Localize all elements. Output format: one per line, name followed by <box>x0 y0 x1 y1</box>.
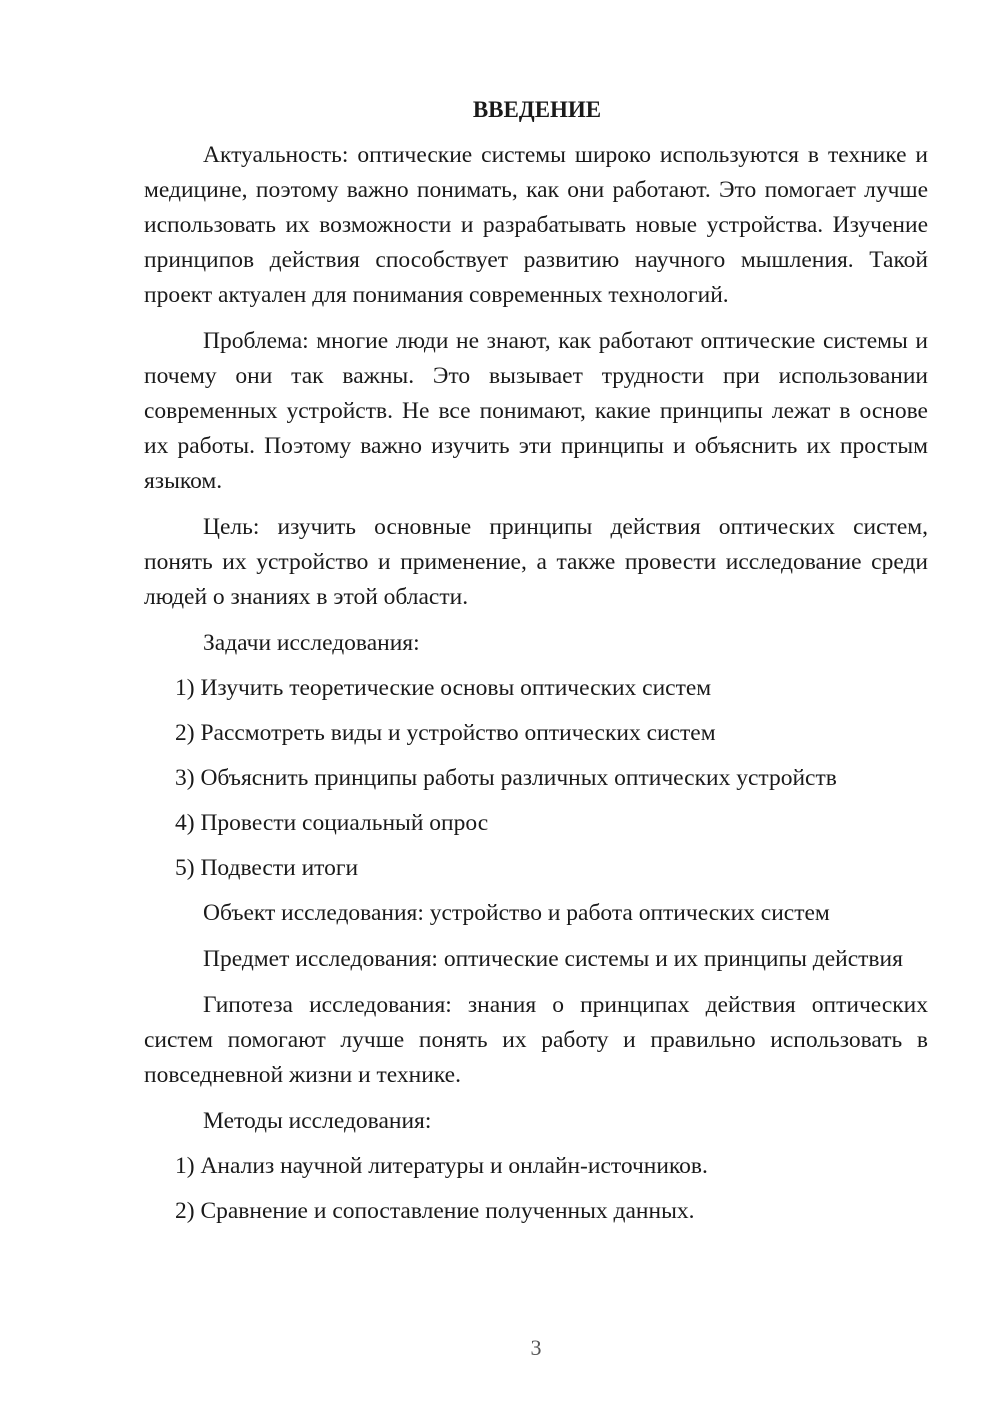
subject-paragraph: Предмет исследования: оптические системы и их принципы действия <box>203 946 903 972</box>
object-paragraph: Объект исследования: устройство и работа оптических систем <box>203 900 830 926</box>
list-item: 1) Изучить теоретические основы оптических систем <box>175 675 712 701</box>
list-item: 5) Подвести итоги <box>175 855 359 881</box>
list-item: 4) Провести социальный опрос <box>175 810 489 836</box>
page-content <box>144 92 928 1239</box>
tasks-label: Задачи исследования: <box>203 630 420 656</box>
section-heading: ВВЕДЕНИЕ <box>472 97 602 122</box>
list-item: 2) Рассмотреть виды и устройство оптических систем <box>175 720 716 746</box>
list-item: 3) Объяснить принципы работы различных оптических устройств <box>175 765 837 791</box>
methods-list <box>144 1149 928 1229</box>
hypothesis-paragraph: Гипотеза исследования: знания о принципах действия оптических систем помогают лучше понять их работу и правильно использовать в повседневной жизни и технике. <box>144 992 928 1088</box>
page-number: 3 <box>530 1335 542 1360</box>
methods-label: Методы исследования: <box>203 1108 432 1134</box>
tasks-list <box>144 671 928 886</box>
relevance-paragraph: Актуальность: оптические системы широко используются в технике и медицине, поэтому важно понимать, как они работают. Это помогает лучше использовать их возможности и разрабатывать новые устройства. Изучение принципов действия способствует развитию научного мышления. Такой проект актуален для понимания современных технологий. <box>144 142 928 308</box>
goal-paragraph: Цель: изучить основные принципы действия оптических систем, понять их устройство и применение, а также провести исследование среди людей о знаниях в этой области. <box>144 514 928 610</box>
list-item: 2) Сравнение и сопоставление полученных данных. <box>175 1198 695 1224</box>
list-item: 1) Анализ научной литературы и онлайн-источников. <box>175 1153 708 1179</box>
problem-paragraph: Проблема: многие люди не знают, как работают оптические системы и почему они так важны. Это вызывает трудности при использовании современных устройств. Не все понимают, какие принципы лежат в основе их работы. Поэтому важно изучить эти принципы и объяснить их простым языком. <box>144 328 928 494</box>
